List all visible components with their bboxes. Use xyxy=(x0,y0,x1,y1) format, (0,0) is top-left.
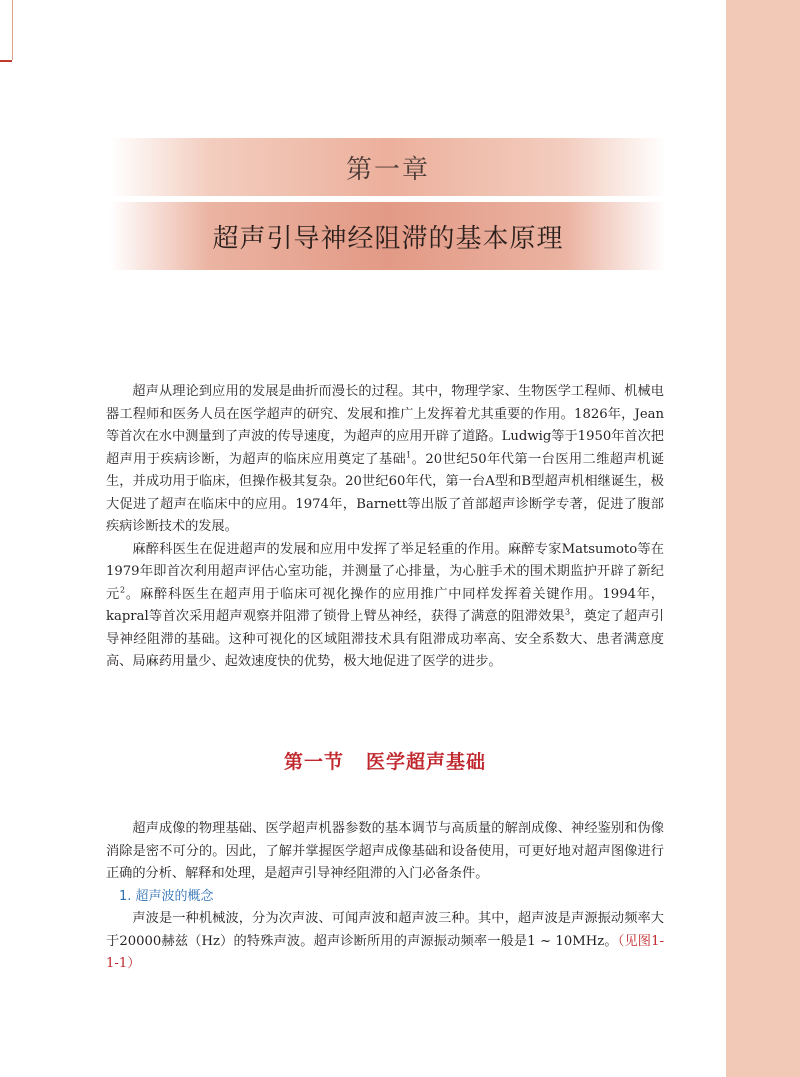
subsection-heading: 1. 超声波的概念 xyxy=(119,888,214,904)
intro-p2-text-a: 麻醉科医生在促进超声的发展和应用中发挥了举足轻重的作用。麻醉专家Matsumoto等在1979年即首次利用超声评估心室功能，并测量了心排量，为心脏手术的围术期监护开辟了新纪元 xyxy=(106,541,664,602)
section-text xyxy=(106,818,664,976)
intro-p2-text-c: ，奠定了超声引导神经阻滞的基础。这种可视化的区域阻滞技术具有阻滞成功率高、安全系数大、患者满意度高、局麻药用量少、起效速度快的优势，极大地促进了医学的进步。 xyxy=(106,609,664,669)
chapter-title: 超声引导神经阻滞的基本原理 xyxy=(212,223,564,254)
page-edge-strip xyxy=(726,0,800,1077)
intro-paragraph-1 xyxy=(106,381,664,539)
section-paragraph-2 xyxy=(106,908,664,976)
section-title: 医学超声基础 xyxy=(366,751,487,773)
section-heading xyxy=(106,747,664,774)
reference-1: 1 xyxy=(406,450,412,460)
chapter-label: 第一章 xyxy=(345,154,430,185)
section-p2-text: 声波是一种机械波，分为次声波、可闻声波和超声波三种。其中，超声波是声源振动频率大于20000赫兹（Hz）的特殊声波。超声诊断所用的声源振动频率一般是1 ~ 10MHz。 xyxy=(106,911,664,949)
intro-paragraph-2 xyxy=(106,539,664,674)
intro-p1-text-a: 超声从理论到应用的发展是曲折而漫长的过程。其中，物理学家、生物医学工程师、机械电器工程师和医务人员在医学超声的研究、发展和推广上发挥着尤其重要的作用。1826年，Jean等首次在水中测量到了声波的传导速度，为超声的应用开辟了道路。Ludwig等于1950年首次把超声用于疾病诊断，为超声的临床应用奠定了基础 xyxy=(106,384,664,467)
chapter-title-band xyxy=(110,202,666,270)
reference-3: 3 xyxy=(564,607,571,617)
section-number: 第一节 xyxy=(283,751,344,773)
intro-p1-text-b: 。20世纪50年代第一台医用二维超声机诞生，并成功用于临床，但操作极其复杂。20世纪60年代，第一台A型和B型超声机相继诞生，极大促进了超声在临床中的应用。1974年，Barnett等出版了首部超声诊断学专著，促进了腹部疾病诊断技术的发展。 xyxy=(106,451,665,534)
crop-mark xyxy=(0,0,13,60)
section-paragraph-1: 超声成像的物理基础、医学超声机器参数的基本调节与高质量的解剖成像、神经鉴别和伪像消除是密不可分的。因此，了解并掌握医学超声成像基础和设备使用，可更好地对超声图像进行正确的分析、解释和处理，是超声引导神经阻滞的入门必备条件。 xyxy=(106,821,664,881)
figure-reference-link[interactable]: （见图1-1-1） xyxy=(106,933,665,971)
chapter-label-band xyxy=(110,138,666,196)
crop-mark-tick xyxy=(0,60,12,62)
reference-2: 2 xyxy=(120,585,126,595)
intro-p2-text-b: 。麻醉科医生在超声用于临床可视化操作的应用推广中同样发挥着关键作用。1994年，kapral等首次采用超声观察并阻滞了锁骨上臂丛神经，获得了满意的阻滞效果 xyxy=(106,586,664,624)
intro-text xyxy=(106,381,664,674)
